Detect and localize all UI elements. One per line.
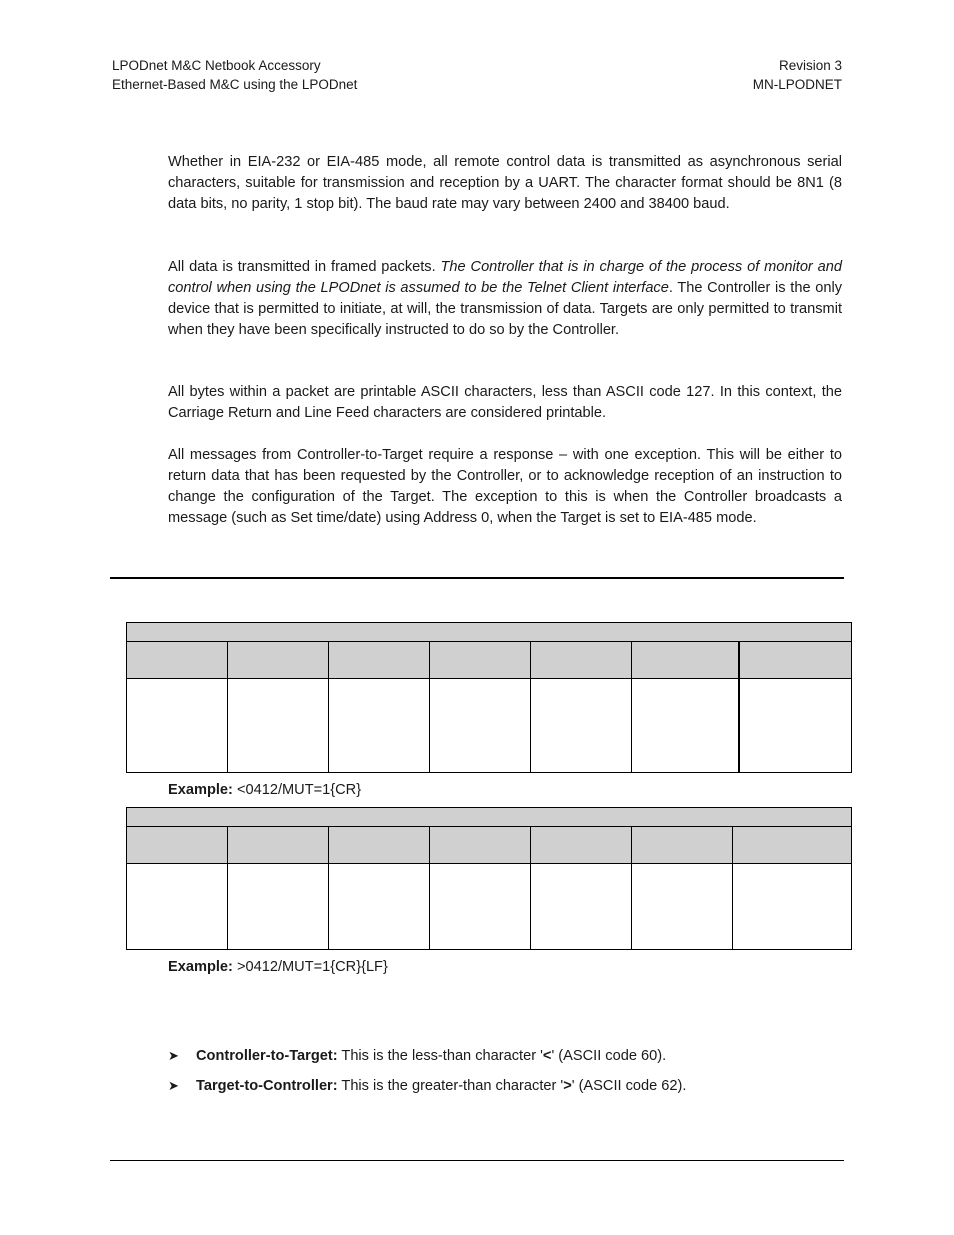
paragraph-framed-packets-start: All data is transmitted in framed packets.	[168, 259, 441, 275]
bullet-text-before: This is the greater-than character '	[337, 1078, 564, 1094]
paragraph-serial-format: Whether in EIA-232 or EIA-485 mode, all remote control data is transmitted as asynchronous serial characters, suitable for transmission and reception by a UART. The character format should be 8N1 (8 data bits, no parity, 1 stop bit). The baud rate may vary between 2400 and 38400 baud.	[168, 154, 842, 212]
table-header-cell	[531, 642, 632, 679]
table-header-cell	[531, 827, 632, 864]
running-header-left	[112, 56, 357, 94]
table-row	[127, 679, 852, 773]
example-value: >0412/MUT=1{CR}{LF}	[236, 959, 388, 975]
table-cell	[329, 864, 430, 950]
example-controller-to-target	[168, 780, 361, 800]
header-revision: Revision 3	[778, 58, 842, 73]
arrow-bullet-icon: ➤	[168, 1049, 179, 1064]
header-doc-subtitle: Ethernet-Based M&C using the LPODnet	[112, 77, 358, 92]
table-row	[127, 864, 852, 950]
example-label: Example:	[168, 959, 233, 975]
controller-to-target-packet-table	[126, 622, 852, 773]
table-header-cell	[632, 642, 739, 679]
table-cell	[228, 679, 329, 773]
example-label: Example:	[168, 782, 233, 798]
table-title-row	[127, 808, 852, 827]
section-divider	[110, 577, 844, 579]
target-to-controller-packet-table	[126, 807, 852, 950]
bullet-controller-to-target	[168, 1046, 842, 1067]
bullet-target-to-controller	[168, 1076, 842, 1097]
header-doc-number: MN-LPODNET	[752, 77, 842, 92]
table-cell	[632, 864, 733, 950]
table-header-cell	[632, 827, 733, 864]
table-header-row	[127, 642, 852, 679]
table-title-cell	[127, 808, 852, 827]
table-header-cell	[228, 827, 329, 864]
table-header-cell	[127, 827, 228, 864]
table-title-cell	[127, 623, 852, 642]
table-header-cell	[430, 827, 531, 864]
table-cell	[632, 679, 739, 773]
table-cell	[531, 864, 632, 950]
table-header-cell	[329, 827, 430, 864]
table-cell	[228, 864, 329, 950]
table-cell	[127, 864, 228, 950]
paragraph-framed-packets-italic: The Controller that is in charge of the process of monitor and control when using the LPODnet is assumed to be the Telnet Client interface	[168, 259, 842, 296]
bullet-term: Target-to-Controller:	[196, 1078, 338, 1094]
example-value: <0412/MUT=1{CR}	[236, 782, 362, 798]
paragraph-ascii-bytes: All bytes within a packet are printable ASCII characters, less than ASCII code 127. In this context, the Carriage Return and Line Feed characters are considered printable.	[168, 384, 842, 421]
paragraph-responses: All messages from Controller-to-Target require a response – with one exception. This will be either to return data that has been requested by the Controller, or to acknowledge reception of an instruction to change the configuration of the Target. The exception to this is when the Controller broadcasts a message (such as Set time/date) using Address 0, when the Target is set to EIA-485 mode.	[168, 447, 842, 526]
table-header-cell	[430, 642, 531, 679]
table-cell	[739, 679, 852, 773]
table-title-row	[127, 623, 852, 642]
table-cell	[531, 679, 632, 773]
bullet-char: <	[542, 1048, 552, 1064]
table-header-cell	[733, 827, 852, 864]
running-header-right	[753, 56, 842, 94]
table-cell	[127, 679, 228, 773]
table-header-cell	[739, 642, 852, 679]
bullet-char: >	[563, 1078, 572, 1094]
bullet-text-after: ' (ASCII code 62).	[571, 1078, 687, 1094]
table-header-cell	[228, 642, 329, 679]
table-cell	[733, 864, 852, 950]
example-target-to-controller	[168, 957, 388, 977]
table-cell	[329, 679, 430, 773]
paragraph-framed-packets-end: . The Controller is the only device that is permitted to initiate, at will, the transmission of data. Targets are only permitted to transmit when they have been specifically instructed to do so by the Controller.	[168, 280, 842, 338]
footer-rule	[110, 1160, 844, 1161]
bullet-text-before: This is the less-than character '	[337, 1048, 543, 1064]
paragraph-framed-packets	[168, 257, 842, 341]
table-header-cell	[329, 642, 430, 679]
table-header-cell	[127, 642, 228, 679]
header-doc-title: LPODnet M&C Netbook Accessory	[112, 58, 321, 73]
table-header-row	[127, 827, 852, 864]
arrow-bullet-icon: ➤	[168, 1079, 179, 1094]
bullet-text-after: ' (ASCII code 60).	[551, 1048, 667, 1064]
table-cell	[430, 679, 531, 773]
table-cell	[430, 864, 531, 950]
bullet-term: Controller-to-Target:	[196, 1048, 338, 1064]
